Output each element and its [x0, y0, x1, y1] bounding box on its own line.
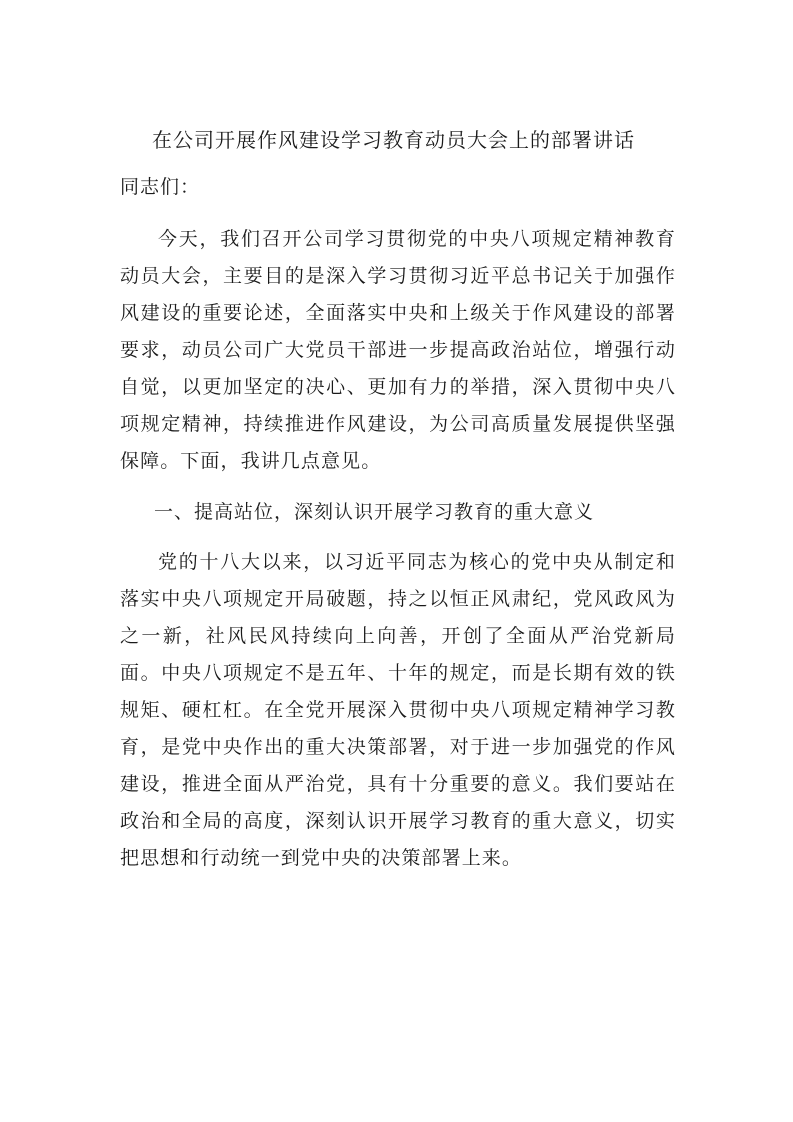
document-body — [120, 118, 676, 877]
document-title: 在公司开展作风建设学习教育动员大会上的部署讲话 — [152, 128, 635, 152]
section-1-paragraph: 党的十八大以来，以习近平同志为核心的党中央从制定和落实中央八项规定开局破题，持之以恒正风肃纪，党风政风为之一新，社风民风持续向上向善，开创了全面从严治党新局面。中央八项规定不是五年、十年的规定，而是长期有效的铁规矩、硬杠杠。在全党开展深入贯彻中央八项规定精神学习教育，是党中央作出的重大决策部署，对于进一步加强党的作风建设，推进全面从严治党，具有十分重要的意义。我们要站在政治和全局的高度，深刻认识开展学习教育的重大意义，切实把思想和行动统一到党中央的决策部署上来。 — [120, 551, 676, 869]
intro-paragraph: 今天，我们召开公司学习贯彻党的中央八项规定精神教育动员大会，主要目的是深入学习贯彻习近平总书记关于加强作风建设的重要论述，全面落实中央和上级关于作风建设的部署要求，动员公司广大党员干部进一步提高政治站位，增强行动自觉，以更加坚定的决心、更加有力的举措，深入贯彻中央八项规定精神，持续推进作风建设，为公司高质量发展提供坚强保障。下面，我讲几点意见。 — [120, 228, 676, 472]
salutation: 同志们： — [120, 176, 201, 198]
section-1-heading: 一、提高站位，深刻认识开展学习教育的重大意义 — [154, 501, 595, 523]
